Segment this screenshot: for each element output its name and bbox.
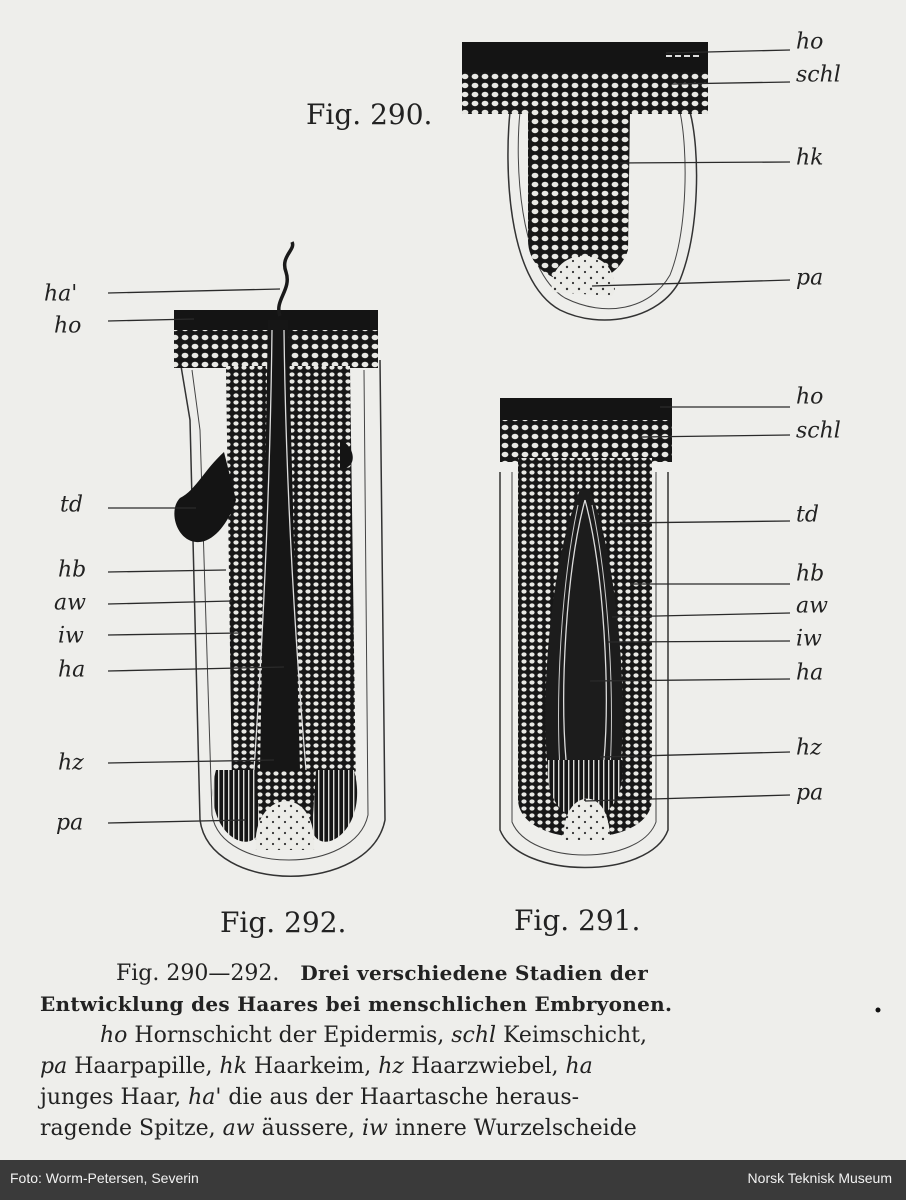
figure-290-drawing (462, 42, 708, 320)
label-292-pa: pa (56, 810, 84, 836)
credit-bar (0, 1160, 906, 1200)
label-292-hb: hb (58, 557, 87, 583)
caption-text: die aus der Haartasche heraus- (221, 1085, 580, 1110)
figure-291-title: Fig. 291. (514, 904, 641, 937)
caption-text: Haarkeim, (247, 1054, 379, 1079)
caption-text: innere Wurzelscheide (387, 1116, 637, 1141)
label-291-hb: hb (796, 561, 825, 587)
caption-term-hk: hk (219, 1054, 248, 1079)
caption-term-schl: schl (451, 1023, 497, 1048)
caption-term-ha-prime: ha' (188, 1085, 222, 1110)
figure-290-title: Fig. 290. (306, 98, 433, 131)
caption-term-aw: aw (222, 1116, 255, 1141)
figure-caption (40, 958, 840, 1144)
caption-line-4 (40, 1051, 840, 1082)
caption-term-pa: pa (40, 1054, 68, 1079)
caption-term-iw: iw (362, 1116, 388, 1141)
caption-line-1 (40, 958, 840, 989)
caption-text: Haarzwiebel, (403, 1054, 566, 1079)
label-292-ha-prime: ha' (44, 281, 78, 307)
ink-speck (876, 1008, 881, 1013)
label-292-td: td (60, 492, 83, 518)
caption-text: äussere, (254, 1116, 362, 1141)
caption-term-ha: ha (565, 1054, 593, 1079)
label-290-hk: hk (796, 145, 824, 171)
caption-figure-range: Fig. 290—292. (116, 961, 280, 986)
label-291-pa: pa (796, 780, 824, 806)
label-292-hz: hz (58, 750, 84, 776)
label-291-td: td (796, 502, 819, 528)
caption-heading-part-2: Entwicklung des Haares bei menschlichen Embryonen. (40, 992, 673, 1016)
figure-292-drawing (174, 242, 385, 876)
caption-line-6 (40, 1113, 840, 1144)
label-290-pa: pa (796, 265, 824, 291)
label-292-ho: ho (54, 313, 82, 339)
label-291-iw: iw (796, 626, 822, 652)
label-290-ho: ho (796, 29, 824, 55)
caption-term-hz: hz (378, 1054, 404, 1079)
caption-line-3 (40, 1020, 840, 1051)
label-291-hz: hz (796, 735, 822, 761)
figure-292-title: Fig. 292. (220, 906, 347, 939)
leader-lines (108, 50, 790, 823)
caption-text: Haarpapille, (67, 1054, 220, 1079)
label-291-ho: ho (796, 384, 824, 410)
caption-text: junges Haar, (40, 1085, 189, 1110)
caption-text: ragende Spitze, (40, 1116, 223, 1141)
caption-term-ho: ho (100, 1023, 128, 1048)
figure-291-drawing (500, 398, 672, 868)
photo-credit: Foto: Worm-Petersen, Severin (10, 1170, 199, 1186)
caption-line-5 (40, 1082, 840, 1113)
label-292-aw: aw (54, 590, 86, 616)
label-290-schl: schl (796, 62, 841, 88)
label-292-ha: ha (58, 657, 86, 683)
label-292-iw: iw (58, 623, 84, 649)
museum-name: Norsk Teknisk Museum (747, 1170, 892, 1186)
caption-text: Keimschicht, (496, 1023, 647, 1048)
caption-line-2 (40, 989, 840, 1020)
label-291-ha: ha (796, 660, 824, 686)
label-291-schl: schl (796, 418, 841, 444)
caption-text: Hornschicht der Epidermis, (127, 1023, 452, 1048)
label-291-aw: aw (796, 593, 828, 619)
caption-heading-part-1: Drei verschiedene Stadien der (300, 961, 649, 985)
